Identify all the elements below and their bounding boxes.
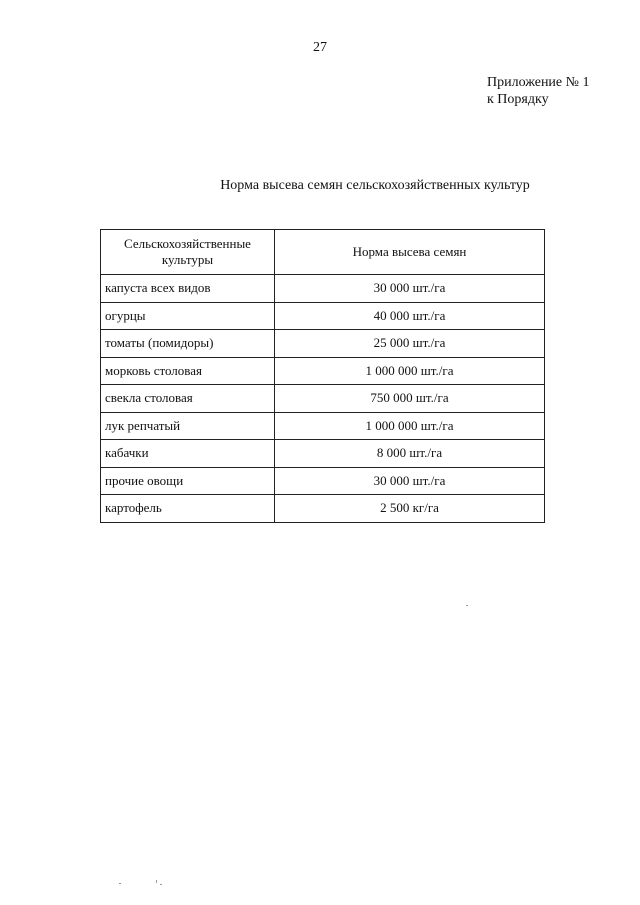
crop-name: картофель bbox=[101, 495, 275, 523]
seeding-rate: 1 000 000 шт./га bbox=[275, 412, 545, 440]
scan-artifact bbox=[466, 605, 468, 606]
appendix-line-2: к Порядку bbox=[487, 92, 549, 107]
scan-artifact bbox=[156, 880, 157, 883]
seeding-rate: 40 000 шт./га bbox=[275, 302, 545, 330]
header-crops: Сельскохозяйственные культуры bbox=[101, 230, 275, 275]
seeding-rate: 750 000 шт./га bbox=[275, 385, 545, 413]
table-row bbox=[101, 440, 545, 468]
crop-name: огурцы bbox=[101, 302, 275, 330]
seeding-rate: 8 000 шт./га bbox=[275, 440, 545, 468]
crop-name: капуста всех видов bbox=[101, 275, 275, 303]
table-row bbox=[101, 495, 545, 523]
table-row bbox=[101, 467, 545, 495]
table-row bbox=[101, 275, 545, 303]
appendix-line-1: Приложение № 1 bbox=[487, 75, 590, 90]
page-number: 27 bbox=[313, 40, 327, 55]
seeding-rate: 25 000 шт./га bbox=[275, 330, 545, 358]
table-row bbox=[101, 385, 545, 413]
crop-name: кабачки bbox=[101, 440, 275, 468]
table-row bbox=[101, 412, 545, 440]
seeding-rate: 2 500 кг/га bbox=[275, 495, 545, 523]
table-row bbox=[101, 357, 545, 385]
seeding-rate-table-container bbox=[100, 229, 544, 523]
crop-name: лук репчатый bbox=[101, 412, 275, 440]
crop-name: прочие овощи bbox=[101, 467, 275, 495]
scan-artifact bbox=[160, 884, 162, 885]
scan-artifact bbox=[119, 883, 121, 884]
seeding-rate: 1 000 000 шт./га bbox=[275, 357, 545, 385]
seeding-rate-table bbox=[100, 229, 545, 523]
table-row bbox=[101, 302, 545, 330]
table-row bbox=[101, 330, 545, 358]
header-seeding-rate: Норма высева семян bbox=[275, 230, 545, 275]
table-header-row bbox=[101, 230, 545, 275]
document-title: Норма высева семян сельскохозяйственных культур bbox=[220, 178, 530, 193]
seeding-rate: 30 000 шт./га bbox=[275, 275, 545, 303]
crop-name: морковь столовая bbox=[101, 357, 275, 385]
appendix-reference bbox=[487, 74, 590, 108]
crop-name: томаты (помидоры) bbox=[101, 330, 275, 358]
crop-name: свекла столовая bbox=[101, 385, 275, 413]
seeding-rate: 30 000 шт./га bbox=[275, 467, 545, 495]
